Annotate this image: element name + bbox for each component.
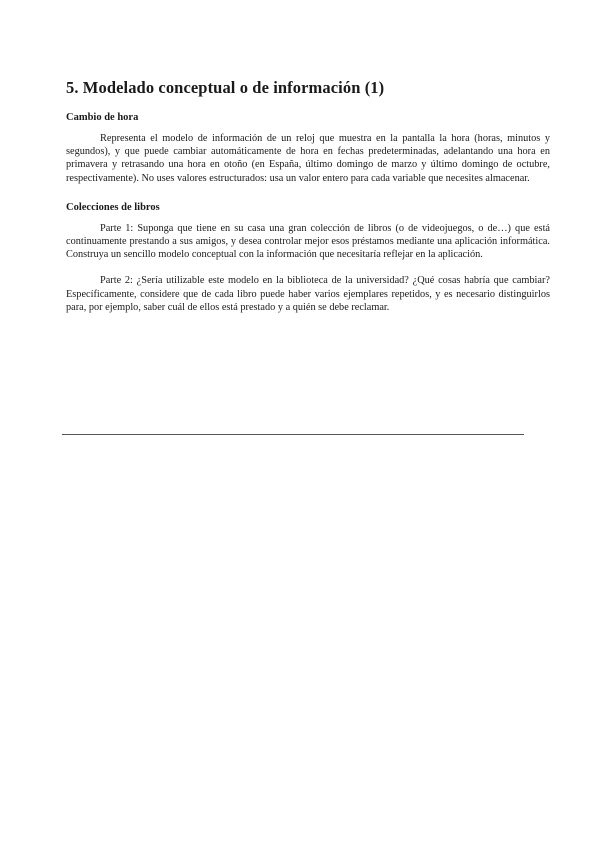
horizontal-divider [62,434,524,435]
section-heading: Colecciones de libros [66,201,160,213]
section-heading: Cambio de hora [66,112,139,123]
paragraph: Representa el modelo de información de un reloj que muestra en la pantalla la hora (horas, minutos y segundos), y que puede cambiar automáticamente de hora en fechas predeterminadas, adelantando una hora en primavera y retrasando una hora en otoño (en España, último domingo de marzo y último domingo de octubre, respectivamente). No uses valores estructurados: usa un valor entero para cada variable que necesites almacenar. [66,133,550,184]
paragraph: Parte 2: ¿Sería utilizable este modelo en la biblioteca de la universidad? ¿Qué cosas habría que cambiar? Específicamente, considere que de cada libro puede haber varios ejemplares repetidos, y es necesario distinguirlos para, por ejemplo, saber cuál de ellos está prestado y a quién se debe reclamar. [66,275,550,313]
paragraph: Parte 1: Suponga que tiene en su casa una gran colección de libros (o de videojuegos, o de…) que está continuamente prestando a sus amigos, y desea controlar mejor esos préstamos mediante una aplicación informática. Construya un sencillo modelo conceptual con la información que necesitaría reflejar en la aplicación. [66,222,550,261]
document-page [66,78,550,314]
section-colecciones-de-libros [66,202,550,314]
document-title: 5. Modelado conceptual o de información (1) [66,78,385,97]
section-cambio-de-hora [66,112,550,185]
